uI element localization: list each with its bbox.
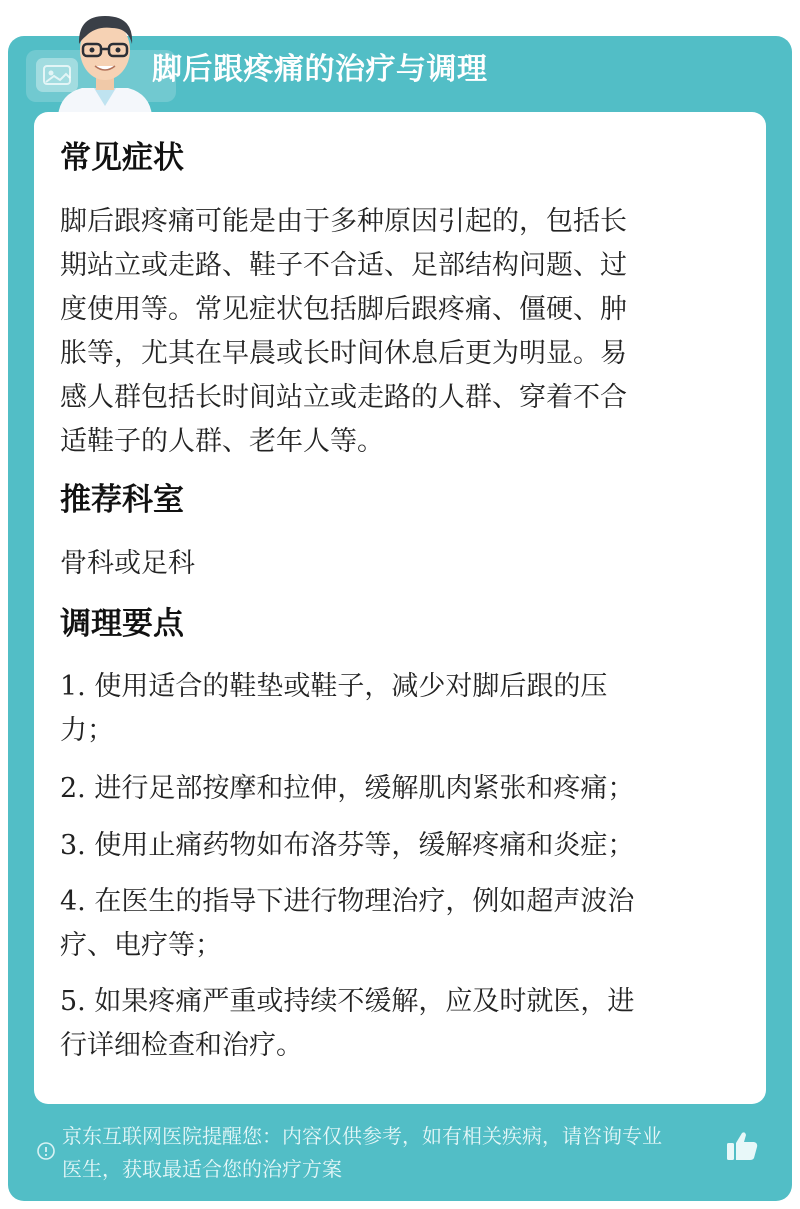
care-item [60, 880, 740, 968]
section-title-care: 调理要点 [60, 606, 184, 642]
care-item-line [60, 980, 740, 1024]
page-title: 脚后跟疼痛的治疗与调理 [152, 52, 488, 87]
care-item-line: 力； [60, 715, 114, 746]
care-item-text: 使用适合的鞋垫或鞋子，减少对脚后跟的压 [94, 671, 608, 702]
care-item-text: 如果疼痛严重或持续不缓解，应及时就医，进 [94, 986, 635, 1017]
symptoms-line: 适鞋子的人群、老年人等。 [60, 426, 384, 457]
symptoms-line: 期站立或走路、鞋子不合适、足部结构问题、过 [60, 250, 627, 281]
care-item-line [60, 824, 740, 868]
care-item-number: 5. [60, 986, 86, 1017]
section-title-symptoms: 常见症状 [60, 140, 184, 176]
doctor-avatar [50, 6, 160, 116]
care-item [60, 767, 740, 811]
symptoms-text [60, 200, 740, 464]
care-item-line [60, 665, 740, 709]
care-item-line: 行详细检查和治疗。 [60, 1030, 303, 1061]
care-item-text: 在医生的指导下进行物理治疗，例如超声波治 [94, 886, 635, 917]
care-item-line [60, 767, 740, 811]
disclaimer-text [62, 1120, 732, 1186]
symptoms-line: 感人群包括长时间站立或走路的人群、穿着不合 [60, 382, 627, 413]
care-item-number: 1. [60, 671, 86, 702]
section-title-department: 推荐科室 [60, 482, 184, 518]
care-item [60, 980, 740, 1068]
care-item-number: 4. [60, 886, 86, 917]
care-item [60, 665, 740, 753]
care-item-line [60, 880, 740, 924]
thumbs-up-icon[interactable] [724, 1128, 760, 1164]
care-item-text: 使用止痛药物如布洛芬等，缓解疼痛和炎症； [94, 830, 635, 861]
disclaimer-line: 京东互联网医院提醒您：内容仅供参考，如有相关疾病，请咨询专业 [62, 1124, 662, 1148]
info-icon [36, 1141, 56, 1161]
care-item-number: 3. [60, 830, 86, 861]
disclaimer-line: 医生，获取最适合您的治疗方案 [62, 1157, 342, 1181]
symptoms-line: 度使用等。常见症状包括脚后跟疼痛、僵硬、肿 [60, 294, 627, 325]
symptoms-line: 脚后跟疼痛可能是由于多种原因引起的，包括长 [60, 206, 627, 237]
care-item-number: 2. [60, 773, 86, 804]
symptoms-line: 胀等，尤其在早晨或长时间休息后更为明显。易 [60, 338, 627, 369]
care-item [60, 824, 740, 868]
department-text: 骨科或足科 [60, 548, 195, 579]
care-item-text: 进行足部按摩和拉伸，缓解肌肉紧张和疼痛； [94, 773, 635, 804]
care-item-line: 疗、电疗等； [60, 930, 222, 961]
